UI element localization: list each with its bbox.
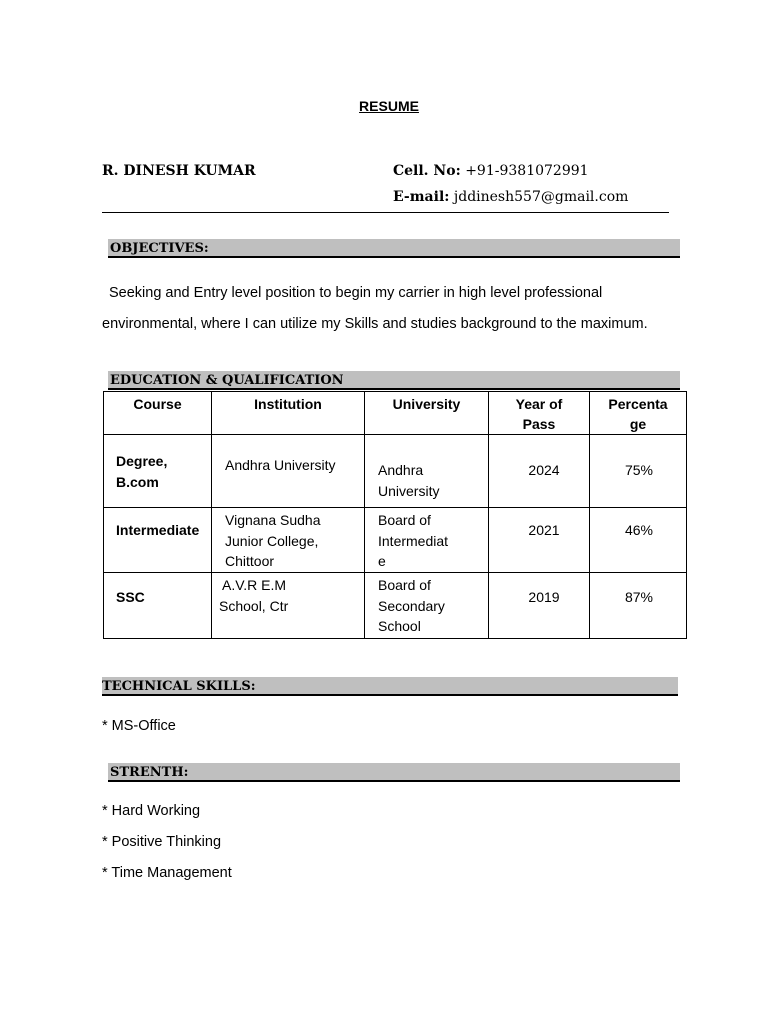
header-year-line-1: Year of (515, 396, 563, 412)
objectives-heading-text: OBJECTIVES: (110, 241, 209, 256)
university-cell (365, 508, 489, 573)
university-line: e (378, 553, 386, 569)
course-line: SSC (116, 589, 145, 605)
education-heading (108, 371, 680, 390)
percentage-value: 87% (624, 589, 654, 605)
course-line: Degree, (116, 453, 168, 469)
strength-heading-text: STRENTH: (110, 765, 189, 780)
percentage-cell (590, 435, 687, 508)
course-line: B.com (116, 473, 159, 490)
header-year-line-2: Pass (522, 416, 556, 432)
cell-value: +91-9381072991 (465, 163, 589, 179)
institution-line: A.V.R E.M (222, 577, 287, 593)
header-divider (102, 212, 669, 213)
university-line: Secondary (378, 597, 445, 614)
institution-cell (212, 508, 365, 573)
header-percentage-line-1: Percenta (608, 396, 668, 412)
objectives-line-2: environmental, where I can utilize my Skills and studies background to the maximum. (102, 316, 648, 332)
course-cell (104, 573, 212, 639)
table-row (104, 573, 687, 639)
email-address (393, 189, 628, 205)
objectives-text (102, 278, 702, 340)
resume-title: RESUME (359, 98, 419, 114)
objectives-line-1: Seeking and Entry level position to begin my carrier in high level professional (109, 285, 603, 301)
header-percentage (590, 392, 687, 435)
email-label: E-mail: (393, 189, 450, 205)
strength-heading (108, 763, 680, 782)
cell-label: Cell. No: (393, 163, 461, 179)
university-line: Board of (378, 577, 431, 593)
university-line: Andhra (378, 462, 424, 478)
list-item: * Time Management (102, 865, 232, 881)
year-value: 2021 (528, 522, 560, 538)
institution-line: Junior College, (225, 532, 319, 549)
technical-skills-heading-text: TECHNICAL SKILLS: (102, 679, 256, 694)
institution-cell (212, 573, 365, 639)
university-cell (365, 573, 489, 639)
technical-skills-heading (102, 677, 678, 696)
percentage-cell (590, 573, 687, 639)
year-cell (489, 573, 590, 639)
header-year (489, 392, 590, 435)
table-header-row (104, 392, 687, 435)
course-cell (104, 508, 212, 573)
year-cell (489, 508, 590, 573)
education-table (103, 391, 687, 639)
percentage-value: 46% (624, 522, 654, 538)
header-percentage-line-2: ge (629, 416, 647, 432)
cell-number (393, 163, 589, 179)
institution-cell (212, 435, 365, 508)
email-value: jddinesh557@gmail.com (453, 189, 629, 205)
header-university: University (365, 392, 489, 435)
institution-line: Chittoor (225, 553, 275, 569)
year-value: 2024 (528, 462, 560, 478)
percentage-cell (590, 508, 687, 573)
header-course: Course (104, 392, 212, 435)
percentage-value: 75% (624, 462, 654, 478)
university-line: Intermediat (378, 532, 449, 549)
university-cell (365, 435, 489, 508)
education-heading-text: EDUCATION & QUALIFICATION (110, 373, 344, 388)
list-item: * MS-Office (102, 718, 176, 734)
table-row (104, 435, 687, 508)
candidate-name: R. DINESH KUMAR (102, 163, 256, 179)
year-cell (489, 435, 590, 508)
header-institution: Institution (212, 392, 365, 435)
university-line: Board of (378, 512, 431, 528)
list-item: * Positive Thinking (102, 834, 222, 850)
course-cell (104, 435, 212, 508)
university-line: University (378, 482, 440, 499)
objectives-heading (108, 239, 680, 258)
list-item: * Hard Working (102, 803, 201, 819)
year-value: 2019 (528, 589, 560, 605)
university-line: School (378, 618, 421, 634)
institution-line: Andhra University (225, 457, 336, 473)
institution-line: School, Ctr (219, 597, 289, 614)
institution-line: Vignana Sudha (225, 512, 321, 528)
table-row (104, 508, 687, 573)
course-line: Intermediate (116, 522, 200, 538)
